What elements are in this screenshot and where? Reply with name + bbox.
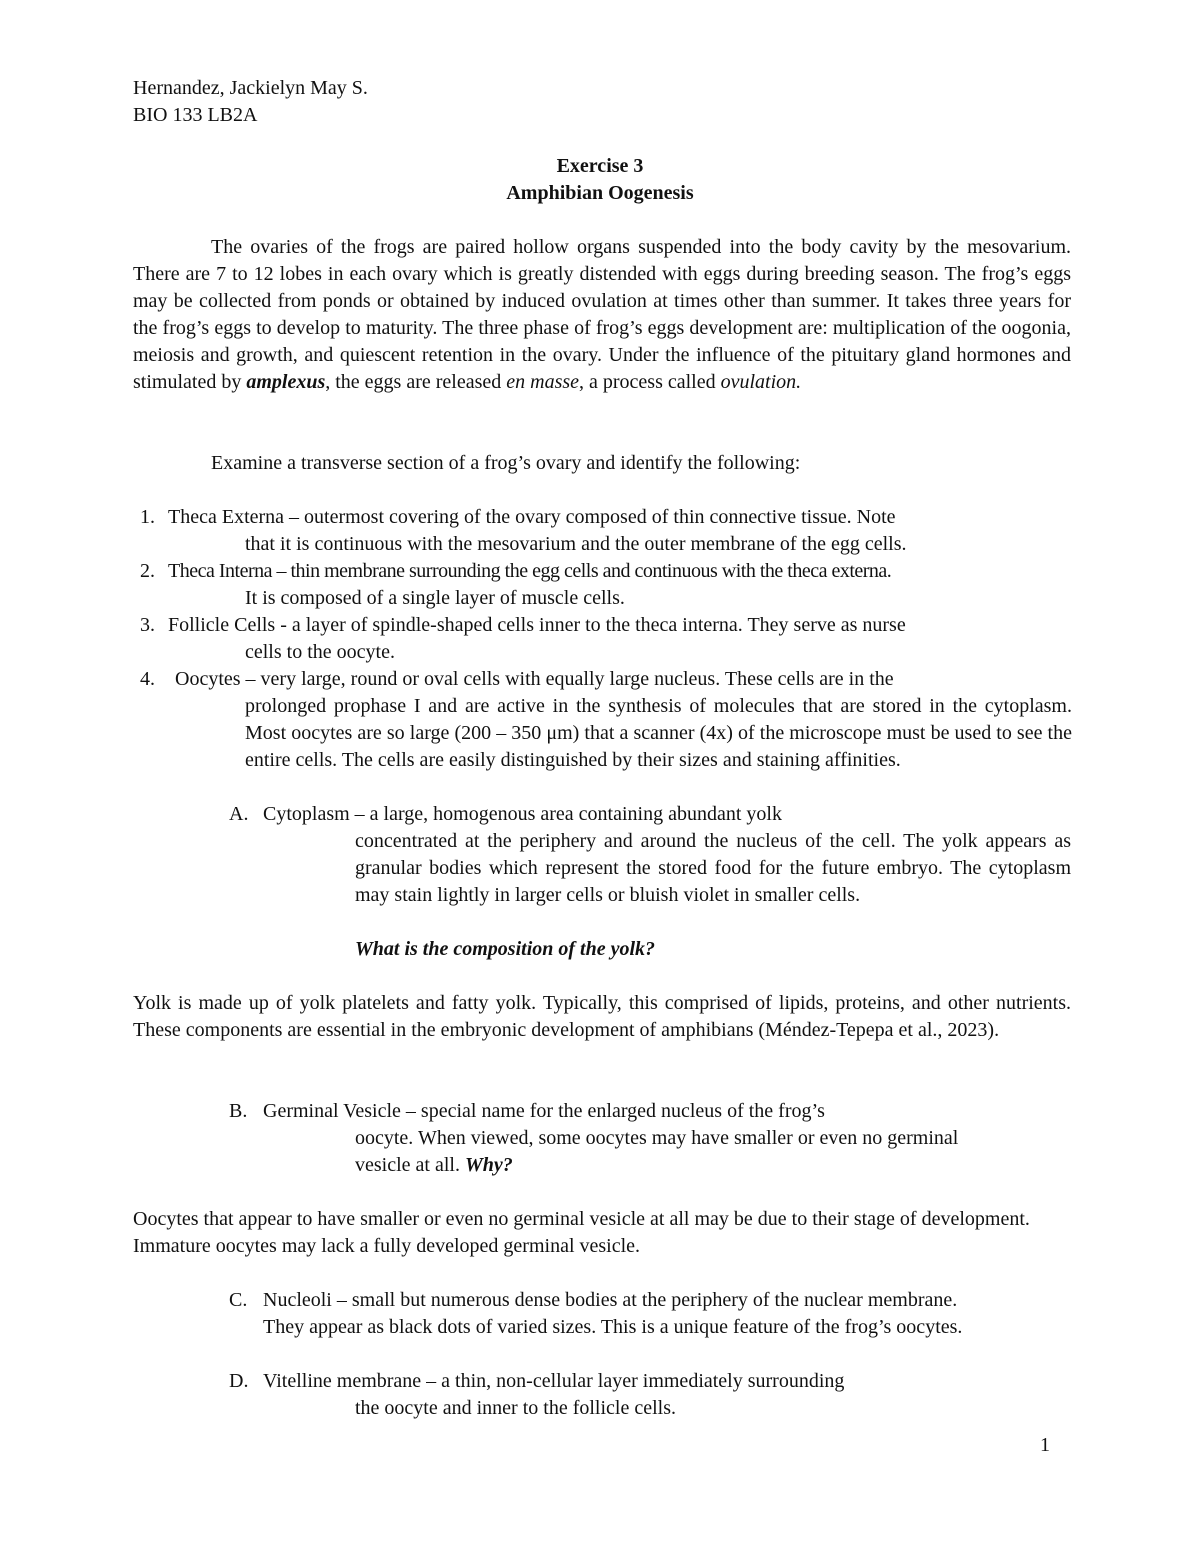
item-theca-externa: Theca Externa – outermost covering of the ovary composed of thin connective tissue. Note: [168, 506, 896, 528]
term-en-masse: en masse: [506, 371, 580, 393]
subitem-cytoplasm-cont: concentrated at the periphery and around the nucleus of the cell. The yolk appears as granular bodies which represent the stored food for the future embryo. The cytoplasm may stain lightly in larger cells or bluish violet in smaller cells.: [355, 830, 1071, 906]
answer-yolk-composition: Yolk is made up of yolk platelets and fatty yolk. Typically, this comprised of lipids, proteins, and other nutrients. These components are essential in the embryonic development of amphibians (Méndez-Tepepa et al., 2023).: [133, 992, 1071, 1041]
course-code: BIO 133 LB2A: [133, 104, 258, 126]
author-name: Hernandez, Jackielyn May S.: [133, 77, 368, 99]
subitem-germinal-vesicle: Germinal Vesicle – special name for the enlarged nucleus of the frog’s: [263, 1100, 825, 1122]
subitem-nucleoli: Nucleoli – small but numerous dense bodies at the periphery of the nuclear membrane. They appear as black dots of varied sizes. This is a unique feature of the frog’s oocytes.: [263, 1289, 963, 1338]
subitem-germinal-vesicle-cont: oocyte. When viewed, some oocytes may have smaller or even no germinal: [355, 1127, 959, 1149]
item-theca-externa-cont: that it is continuous with the mesovarium and the outer membrane of the egg cells.: [245, 533, 907, 555]
question-yolk-composition: What is the composition of the yolk?: [355, 938, 656, 960]
subitem-vitelline-membrane: Vitelline membrane – a thin, non-cellular layer immediately surrounding: [263, 1370, 845, 1392]
item-follicle-cells-cont: cells to the oocyte.: [245, 641, 395, 663]
term-ovulation: ovulation.: [720, 371, 802, 393]
germinal-vesicle-text: vesicle at all.: [355, 1154, 465, 1176]
item-theca-interna-cont: It is composed of a single layer of muscle cells.: [245, 587, 625, 609]
item-theca-interna: Theca Interna – thin membrane surrounding the egg cells and continuous with the theca externa.: [168, 560, 892, 582]
item-oocytes-cont: prolonged prophase I and are active in the synthesis of molecules that are stored in the cytoplasm. Most oocytes are so large (200 – 350 μm) that a scanner (4x) of the microscope must be used to see the entire cells. The cells are easily distinguished by their sizes and staining affinities.: [245, 695, 1072, 771]
intro-text-3: , a process called: [579, 371, 721, 393]
subitem-germinal-vesicle-cont2: [355, 1152, 513, 1179]
examine-instruction: Examine a transverse section of a frog’s ovary and identify the following:: [211, 452, 801, 474]
item-number: 1.: [140, 506, 155, 528]
answer-germinal-vesicle: Oocytes that appear to have smaller or even no germinal vesicle at all may be due to their stage of development. Immature oocytes may lack a fully developed germinal vesicle.: [133, 1208, 1030, 1257]
question-why: Why?: [464, 1154, 513, 1176]
intro-text-2: , the eggs are released: [325, 371, 507, 393]
item-oocytes: Oocytes – very large, round or oval cells with equally large nucleus. These cells are in the: [175, 668, 894, 690]
term-amplexus: amplexus: [246, 371, 326, 393]
intro-paragraph: [133, 234, 1071, 396]
subitem-cytoplasm: Cytoplasm – a large, homogenous area containing abundant yolk: [263, 803, 782, 825]
subitem-vitelline-membrane-cont: the oocyte and inner to the follicle cells.: [355, 1397, 676, 1419]
item-number: 2.: [140, 560, 155, 582]
item-number: 4.: [140, 668, 155, 690]
subitem-letter: A.: [229, 803, 249, 825]
intro-text: The ovaries of the frogs are paired hollow organs suspended into the body cavity by the mesovarium. There are 7 to 12 lobes in each ovary which is greatly distended with eggs during breeding season. The frog’s eggs may be collected from ponds or obtained by induced ovulation at times other than summer. It takes three years for the frog’s eggs to develop to maturity. The three phase of frog’s eggs development are: multiplication of the oogonia, meiosis and growth, and quiescent retention in the ovary. Under the influence of the pituitary gland hormones and stimulated by: [133, 236, 1071, 393]
exercise-number: Exercise 3: [556, 155, 644, 177]
subitem-letter: D.: [229, 1370, 249, 1392]
exercise-title: Amphibian Oogenesis: [506, 182, 694, 204]
page-number: 1: [1040, 1434, 1050, 1456]
item-number: 3.: [140, 614, 155, 636]
item-follicle-cells: Follicle Cells - a layer of spindle-shaped cells inner to the theca interna. They serve as nurse: [168, 614, 906, 636]
subitem-letter: C.: [229, 1289, 248, 1311]
subitem-letter: B.: [229, 1100, 248, 1122]
